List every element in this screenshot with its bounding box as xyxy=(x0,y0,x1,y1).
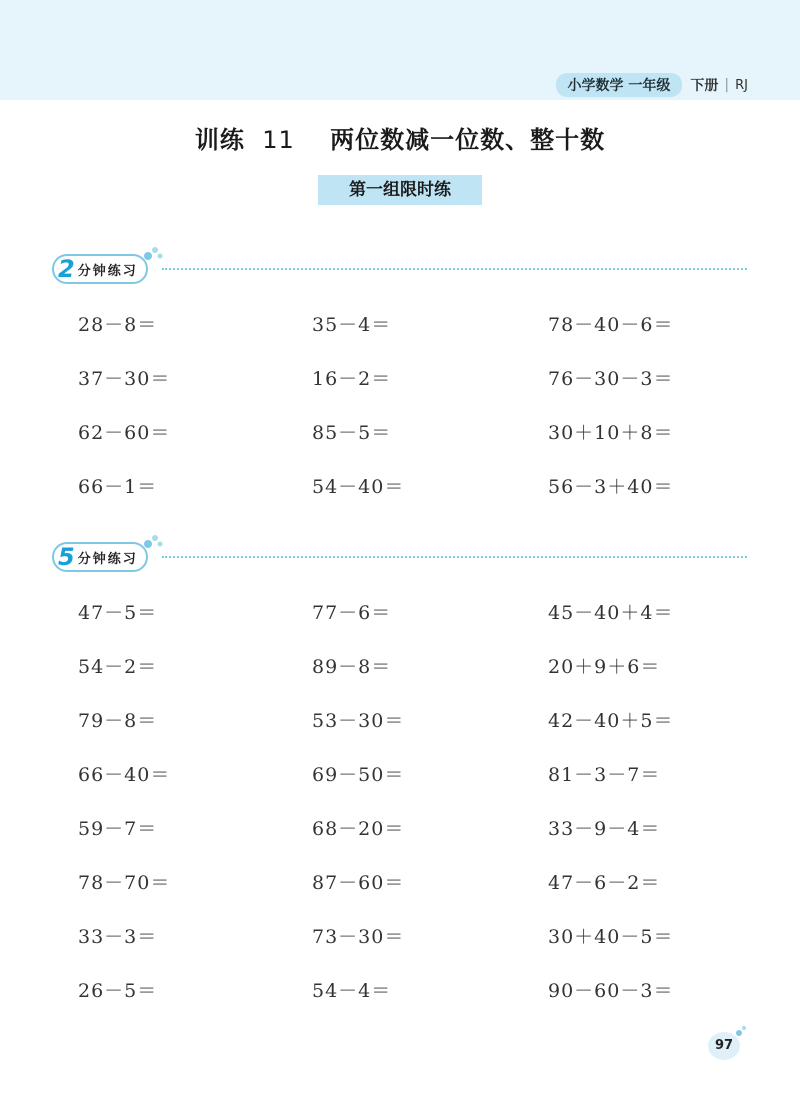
math-problem: 47－6－2＝ xyxy=(548,872,661,894)
math-problem: 35－4＝ xyxy=(312,314,392,336)
math-problem: 77－6＝ xyxy=(312,602,392,624)
math-problem: 33－9－4＝ xyxy=(548,818,661,840)
math-problem: 54－4＝ xyxy=(312,980,392,1002)
minutes-number: 5 xyxy=(58,543,75,571)
dotted-divider xyxy=(162,556,747,558)
page-number-badge xyxy=(708,1030,748,1062)
math-problem: 68－20＝ xyxy=(312,818,405,840)
math-problem: 66－40＝ xyxy=(78,764,171,786)
page-number: 97 xyxy=(708,1032,740,1060)
title-label: 训练 xyxy=(194,126,245,154)
math-problem: 54－2＝ xyxy=(78,656,158,678)
math-problem: 26－5＝ xyxy=(78,980,158,1002)
section-header-2min xyxy=(52,252,752,286)
math-problem: 20＋9＋6＝ xyxy=(548,656,661,678)
math-problem: 81－3－7＝ xyxy=(548,764,661,786)
group-subtitle: 第一组限时练 xyxy=(318,175,482,205)
title-topic: 两位数减一位数、整十数 xyxy=(330,126,606,154)
subject-grade-label: 小学数学 一年级 xyxy=(556,73,683,97)
volume-label: 下册 xyxy=(690,78,719,94)
math-problem: 69－50＝ xyxy=(312,764,405,786)
math-problem: 45－40＋4＝ xyxy=(548,602,674,624)
math-problem: 62－60＝ xyxy=(78,422,171,444)
title-number: 11 xyxy=(262,126,295,154)
timer-badge xyxy=(52,542,148,572)
math-problem: 87－60＝ xyxy=(312,872,405,894)
water-drops-icon xyxy=(734,1024,748,1038)
math-problem: 76－30－3＝ xyxy=(548,368,674,390)
water-drops-icon xyxy=(142,532,164,552)
header-separator: | xyxy=(724,77,730,93)
minutes-number: 2 xyxy=(58,255,75,283)
math-problem: 78－70＝ xyxy=(78,872,171,894)
math-problem: 66－1＝ xyxy=(78,476,158,498)
math-problem: 79－8＝ xyxy=(78,710,158,732)
edition-label: RJ xyxy=(735,77,748,93)
math-problem: 78－40－6＝ xyxy=(548,314,674,336)
math-problem: 30＋40－5＝ xyxy=(548,926,674,948)
dotted-divider xyxy=(162,268,747,270)
math-problem: 42－40＋5＝ xyxy=(548,710,674,732)
timer-badge xyxy=(52,254,148,284)
water-drops-icon xyxy=(142,244,164,264)
math-problem: 85－5＝ xyxy=(312,422,392,444)
math-problem: 73－30＝ xyxy=(312,926,405,948)
math-problem: 56－3＋40＝ xyxy=(548,476,674,498)
book-tag xyxy=(556,74,748,96)
section-header-5min xyxy=(52,540,752,574)
math-problem: 28－8＝ xyxy=(78,314,158,336)
math-problem: 59－7＝ xyxy=(78,818,158,840)
math-problem: 90－60－3＝ xyxy=(548,980,674,1002)
math-problem: 33－3＝ xyxy=(78,926,158,948)
math-problem: 30＋10＋8＝ xyxy=(548,422,674,444)
math-problem: 54－40＝ xyxy=(312,476,405,498)
math-problem: 47－5＝ xyxy=(78,602,158,624)
math-problem: 53－30＝ xyxy=(312,710,405,732)
practice-label: 分钟练习 xyxy=(77,263,138,279)
practice-label: 分钟练习 xyxy=(77,551,138,567)
page-title xyxy=(0,120,800,155)
math-problem: 89－8＝ xyxy=(312,656,392,678)
math-problem: 16－2＝ xyxy=(312,368,392,390)
math-problem: 37－30＝ xyxy=(78,368,171,390)
